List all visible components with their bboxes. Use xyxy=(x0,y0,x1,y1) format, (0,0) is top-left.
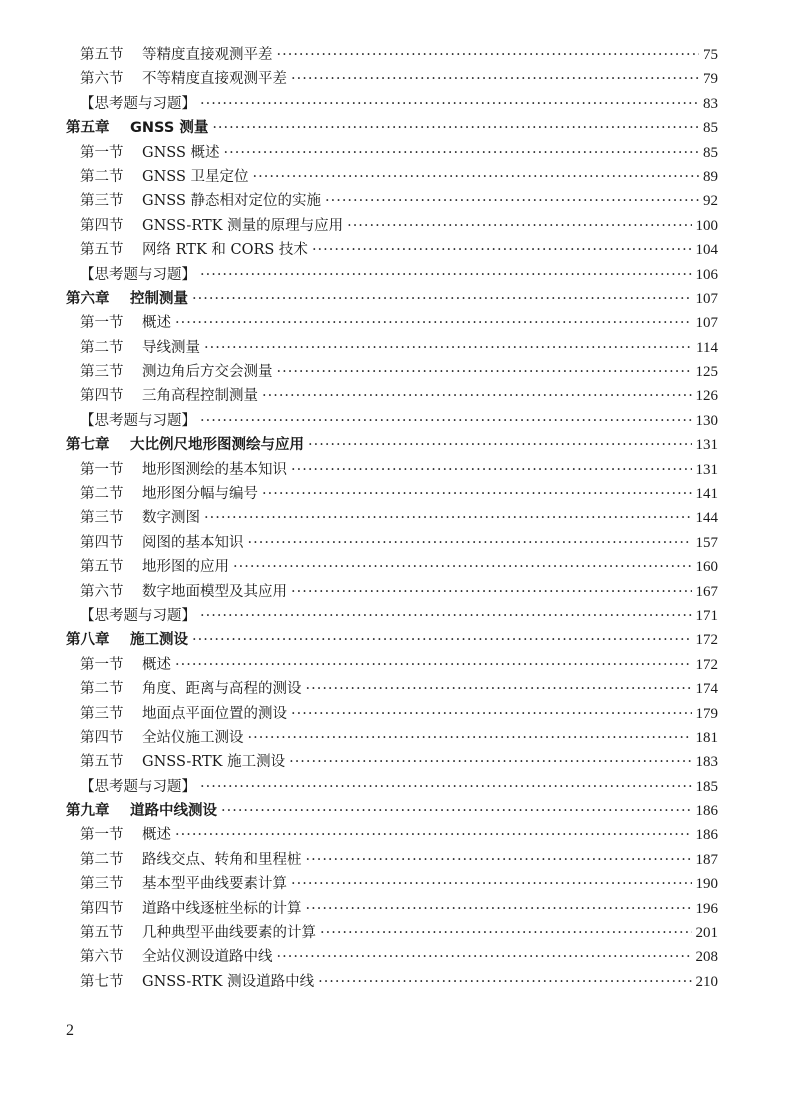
toc-entry-number: 第三节 xyxy=(80,193,124,210)
toc-entry-exercise[interactable] xyxy=(66,775,718,799)
dot-leader xyxy=(221,799,692,823)
dot-leader xyxy=(248,726,692,750)
toc-entry-number: 第一节 xyxy=(80,827,124,844)
toc-entry-label xyxy=(80,263,196,287)
toc-entry-label xyxy=(80,872,287,896)
dot-leader xyxy=(291,702,692,726)
toc-entry-number: 第四节 xyxy=(80,217,124,234)
toc-entry-title: 施工测设 xyxy=(130,632,188,649)
page-number: 2 xyxy=(66,1022,74,1039)
toc-entry-title: 测边角后方交会测量 xyxy=(142,364,273,381)
toc-entry-title: 概述 xyxy=(142,827,171,844)
dot-leader xyxy=(291,67,699,91)
toc-entry-label xyxy=(80,970,314,994)
toc-entry-label xyxy=(80,897,302,921)
toc-entry-number: 第四节 xyxy=(80,729,124,746)
toc-entry-title: 概述 xyxy=(142,315,171,332)
toc-entry-page: 114 xyxy=(696,339,718,356)
toc-entry-title: GNSS 卫星定位 xyxy=(142,168,249,185)
toc-entry-label xyxy=(80,506,200,530)
toc-entry-page: 75 xyxy=(703,46,718,63)
toc-entry-title: 【思考题与习题】 xyxy=(80,266,196,283)
toc-entry-title: 路线交点、转角和里程桩 xyxy=(142,851,302,868)
toc-entry-title: GNSS 静态相对定位的实施 xyxy=(142,193,321,210)
toc-entry-page: 183 xyxy=(695,754,718,771)
toc-entry-section[interactable] xyxy=(66,970,718,994)
toc-entry-exercise[interactable] xyxy=(66,92,718,116)
toc-entry-page: 210 xyxy=(695,973,718,990)
toc-entry-title: GNSS-RTK 测量的原理与应用 xyxy=(142,217,344,234)
toc-entry-section[interactable] xyxy=(66,555,718,579)
toc-entry-number: 第六节 xyxy=(80,583,124,600)
toc-entry-number: 第七章 xyxy=(66,437,110,454)
toc-entry-label xyxy=(80,67,287,91)
toc-entry-page: 126 xyxy=(695,388,718,405)
toc-entry-section[interactable] xyxy=(66,848,718,872)
toc-entry-title: 【思考题与习题】 xyxy=(80,607,196,624)
toc-entry-page: 106 xyxy=(695,266,718,283)
dot-leader xyxy=(204,336,692,360)
toc-entry-page: 107 xyxy=(695,315,718,332)
toc-entry-chapter[interactable] xyxy=(66,433,718,457)
toc-entry-label xyxy=(66,116,208,140)
toc-entry-title: 【思考题与习题】 xyxy=(80,95,196,112)
toc-entry-page: 79 xyxy=(703,71,718,88)
toc-entry-page: 104 xyxy=(695,242,718,259)
toc-entry-number: 第三节 xyxy=(80,364,124,381)
toc-entry-title: GNSS 测量 xyxy=(130,120,209,137)
toc-entry-section[interactable] xyxy=(66,336,718,360)
dot-leader xyxy=(277,43,700,67)
toc-entry-label xyxy=(80,43,273,67)
toc-entry-title: GNSS 概述 xyxy=(142,144,220,161)
dot-leader xyxy=(200,409,692,433)
toc-entry-page: 130 xyxy=(695,412,718,429)
toc-entry-page: 172 xyxy=(695,632,718,649)
dot-leader xyxy=(212,116,699,140)
toc-entry-number: 第六节 xyxy=(80,949,124,966)
toc-entry-label xyxy=(80,311,171,335)
toc-entry-title: 控制测量 xyxy=(130,290,188,307)
toc-entry-page: 141 xyxy=(695,486,718,503)
dot-leader xyxy=(175,311,692,335)
toc-entry-label xyxy=(80,824,171,848)
dot-leader xyxy=(200,263,692,287)
toc-entry-page: 187 xyxy=(695,851,718,868)
dot-leader xyxy=(277,360,692,384)
toc-entry-label xyxy=(80,945,273,969)
toc-entry-number: 第三节 xyxy=(80,510,124,527)
toc-entry-number: 第一节 xyxy=(80,144,124,161)
toc-entry-number: 第二节 xyxy=(80,851,124,868)
dot-leader xyxy=(253,165,700,189)
toc-entry-label xyxy=(80,336,200,360)
toc-entry-number: 第五节 xyxy=(80,754,124,771)
toc-entry-title: 地面点平面位置的测设 xyxy=(142,705,287,722)
toc-entry-page: 186 xyxy=(695,803,718,820)
dot-leader xyxy=(248,531,692,555)
toc-entry-title: 数字地面模型及其应用 xyxy=(142,583,287,600)
toc-entry-title: 三角高程控制测量 xyxy=(142,388,258,405)
toc-entry-label xyxy=(80,848,302,872)
toc-entry-title: 等精度直接观测平差 xyxy=(142,46,273,63)
toc-entry-section[interactable] xyxy=(66,141,718,165)
toc-entry-number: 第五节 xyxy=(80,242,124,259)
toc-entry-number: 第一节 xyxy=(80,656,124,673)
dot-leader xyxy=(306,677,692,701)
toc-entry-title: 全站仪测设道路中线 xyxy=(142,949,273,966)
toc-entry-section[interactable] xyxy=(66,580,718,604)
dot-leader xyxy=(291,458,692,482)
toc-entry-exercise[interactable] xyxy=(66,409,718,433)
toc-entry-section[interactable] xyxy=(66,238,718,262)
toc-entry-number: 第五节 xyxy=(80,46,124,63)
toc-entry-page: 89 xyxy=(703,168,718,185)
toc-entry-label xyxy=(80,384,258,408)
toc-entry-page: 131 xyxy=(695,437,718,454)
toc-entry-number: 第三节 xyxy=(80,705,124,722)
toc-entry-page: 131 xyxy=(695,461,718,478)
toc-entry-section[interactable] xyxy=(66,214,718,238)
toc-entry-page: 172 xyxy=(695,656,718,673)
toc-entry-page: 190 xyxy=(695,876,718,893)
dot-leader xyxy=(306,848,692,872)
toc-entry-page: 125 xyxy=(695,364,718,381)
toc-entry-title: 地形图分幅与编号 xyxy=(142,486,258,503)
toc-entry-label xyxy=(66,287,188,311)
dot-leader xyxy=(318,970,691,994)
toc-entry-section[interactable] xyxy=(66,458,718,482)
toc-entry-page: 83 xyxy=(703,95,718,112)
toc-entry-label xyxy=(80,775,196,799)
dot-leader xyxy=(312,238,692,262)
toc-entry-section[interactable] xyxy=(66,360,718,384)
toc-entry-label xyxy=(80,165,249,189)
dot-leader xyxy=(192,628,692,652)
toc-entry-section[interactable] xyxy=(66,921,718,945)
dot-leader xyxy=(175,653,692,677)
toc-entry-exercise[interactable] xyxy=(66,263,718,287)
toc-entry-page: 100 xyxy=(695,217,718,234)
toc-entry-number: 第八章 xyxy=(66,632,110,649)
toc-entry-label xyxy=(80,92,196,116)
toc-entry-title: 全站仪施工测设 xyxy=(142,729,244,746)
toc-entry-section[interactable] xyxy=(66,165,718,189)
toc-entry-page: 201 xyxy=(695,925,718,942)
toc-entry-page: 85 xyxy=(703,144,718,161)
toc-entry-section[interactable] xyxy=(66,653,718,677)
toc-entry-title: 【思考题与习题】 xyxy=(80,778,196,795)
toc-entry-section[interactable] xyxy=(66,482,718,506)
toc-entry-label xyxy=(80,653,171,677)
toc-entry-section[interactable] xyxy=(66,750,718,774)
toc-entry-number: 第一节 xyxy=(80,315,124,332)
toc-entry-chapter[interactable] xyxy=(66,287,718,311)
toc-entry-label xyxy=(66,433,304,457)
toc-entry-label xyxy=(80,482,258,506)
toc-entry-section[interactable] xyxy=(66,897,718,921)
dot-leader xyxy=(200,92,699,116)
toc-entry-page: 92 xyxy=(703,193,718,210)
toc-entry-number: 第七节 xyxy=(80,973,124,990)
toc-entry-title: 几种典型平曲线要素的计算 xyxy=(142,925,316,942)
toc-entry-label xyxy=(80,189,321,213)
toc-entry-title: 道路中线逐桩坐标的计算 xyxy=(142,900,302,917)
toc-entry-title: 概述 xyxy=(142,656,171,673)
toc-entry-label xyxy=(80,726,244,750)
dot-leader xyxy=(325,189,699,213)
toc-entry-title: GNSS-RTK 施工测设 xyxy=(142,754,286,771)
toc-entry-title: 导线测量 xyxy=(142,339,200,356)
toc-entry-title: 大比例尺地形图测绘与应用 xyxy=(130,437,304,454)
dot-leader xyxy=(233,555,692,579)
toc-entry-section[interactable] xyxy=(66,43,718,67)
toc-entry-number: 第二节 xyxy=(80,339,124,356)
toc-entry-page: 160 xyxy=(695,559,718,576)
toc-entry-page: 144 xyxy=(695,510,718,527)
dot-leader xyxy=(320,921,692,945)
dot-leader xyxy=(291,580,692,604)
toc-entry-title: 角度、距离与高程的测设 xyxy=(142,681,302,698)
toc-entry-page: 185 xyxy=(695,778,718,795)
toc-entry-page: 196 xyxy=(695,900,718,917)
toc-entry-page: 181 xyxy=(695,729,718,746)
toc-entry-label xyxy=(80,702,287,726)
toc-entry-number: 第一节 xyxy=(80,461,124,478)
toc-entry-section[interactable] xyxy=(66,872,718,896)
toc-entry-title: 【思考题与习题】 xyxy=(80,412,196,429)
toc-entry-page: 186 xyxy=(695,827,718,844)
table-of-contents xyxy=(66,43,718,994)
toc-entry-label xyxy=(80,750,285,774)
toc-entry-number: 第六节 xyxy=(80,71,124,88)
toc-entry-number: 第二节 xyxy=(80,681,124,698)
toc-entry-title: GNSS-RTK 测设道路中线 xyxy=(142,973,315,990)
toc-entry-title: 地形图测绘的基本知识 xyxy=(142,461,287,478)
toc-entry-number: 第四节 xyxy=(80,900,124,917)
toc-entry-page: 85 xyxy=(703,120,718,137)
dot-leader xyxy=(262,384,692,408)
toc-entry-exercise[interactable] xyxy=(66,604,718,628)
toc-entry-page: 107 xyxy=(695,290,718,307)
toc-entry-title: 不等精度直接观测平差 xyxy=(142,71,287,88)
toc-entry-section[interactable] xyxy=(66,189,718,213)
dot-leader xyxy=(277,945,692,969)
toc-entry-page: 157 xyxy=(695,534,718,551)
toc-entry-label xyxy=(80,214,343,238)
toc-entry-number: 第九章 xyxy=(66,803,110,820)
toc-entry-section[interactable] xyxy=(66,677,718,701)
toc-entry-page: 174 xyxy=(695,681,718,698)
toc-entry-section[interactable] xyxy=(66,726,718,750)
toc-entry-label xyxy=(80,238,308,262)
toc-entry-number: 第三节 xyxy=(80,876,124,893)
toc-entry-section[interactable] xyxy=(66,311,718,335)
toc-entry-number: 第六章 xyxy=(66,290,110,307)
toc-entry-label xyxy=(80,141,220,165)
toc-entry-section[interactable] xyxy=(66,945,718,969)
toc-entry-title: 地形图的应用 xyxy=(142,559,229,576)
toc-entry-number: 第四节 xyxy=(80,534,124,551)
toc-entry-title: 数字测图 xyxy=(142,510,200,527)
toc-entry-label xyxy=(80,458,287,482)
toc-entry-chapter[interactable] xyxy=(66,116,718,140)
toc-entry-label xyxy=(80,677,302,701)
dot-leader xyxy=(204,506,692,530)
toc-entry-section[interactable] xyxy=(66,384,718,408)
dot-leader xyxy=(192,287,692,311)
dot-leader xyxy=(289,750,691,774)
toc-entry-label xyxy=(80,580,287,604)
toc-entry-number: 第二节 xyxy=(80,168,124,185)
dot-leader xyxy=(175,824,692,848)
toc-entry-page: 208 xyxy=(695,949,718,966)
toc-entry-page: 167 xyxy=(695,583,718,600)
dot-leader xyxy=(200,775,692,799)
toc-entry-label xyxy=(80,409,196,433)
dot-leader xyxy=(224,141,700,165)
toc-entry-section[interactable] xyxy=(66,531,718,555)
toc-entry-title: 基本型平曲线要素计算 xyxy=(142,876,287,893)
toc-entry-chapter[interactable] xyxy=(66,628,718,652)
toc-entry-number: 第二节 xyxy=(80,486,124,503)
toc-entry-label xyxy=(80,921,316,945)
toc-entry-chapter[interactable] xyxy=(66,799,718,823)
toc-entry-title: 阅图的基本知识 xyxy=(142,534,244,551)
toc-entry-title: 网络 RTK 和 CORS 技术 xyxy=(142,242,308,259)
dot-leader xyxy=(262,482,692,506)
dot-leader xyxy=(291,872,692,896)
toc-entry-section[interactable] xyxy=(66,702,718,726)
dot-leader xyxy=(200,604,692,628)
dot-leader xyxy=(347,214,691,238)
toc-entry-label xyxy=(66,628,188,652)
toc-entry-label xyxy=(80,604,196,628)
toc-entry-number: 第五章 xyxy=(66,120,110,137)
toc-entry-label xyxy=(80,555,229,579)
toc-entry-number: 第五节 xyxy=(80,559,124,576)
toc-entry-number: 第四节 xyxy=(80,388,124,405)
dot-leader xyxy=(308,433,692,457)
toc-entry-page: 179 xyxy=(695,705,718,722)
toc-entry-number: 第五节 xyxy=(80,925,124,942)
toc-entry-page: 171 xyxy=(695,607,718,624)
toc-entry-label xyxy=(66,799,217,823)
toc-entry-label xyxy=(80,360,273,384)
toc-entry-label xyxy=(80,531,244,555)
dot-leader xyxy=(306,897,692,921)
toc-entry-title: 道路中线测设 xyxy=(130,803,217,820)
toc-entry-section[interactable] xyxy=(66,824,718,848)
toc-entry-section[interactable] xyxy=(66,67,718,91)
toc-entry-section[interactable] xyxy=(66,506,718,530)
